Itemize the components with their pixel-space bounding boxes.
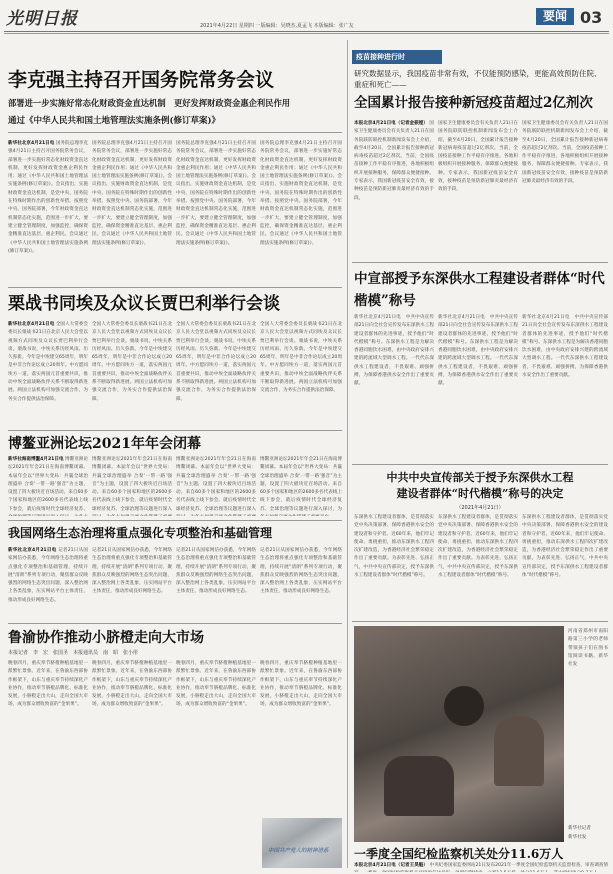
lead-subtitle: 部署进一步实施好常态化财政资金直达机制 更好发挥财政资金惠企利民作用	[8, 98, 291, 108]
vaccine-body-col2: 国家卫生健康委员会有关负责人21日在国务院联防联控机制新闻发布会上介绍，截至4月20日，全国累计报告接种新冠病毒疫苗超过2亿剂次。当前，全国疫苗接种工作平稳有序推进，各地积极组织开展接种服务，保障群众便捷接种。专家表示，我国新冠疫苗安全有效，接种疫苗是预防新冠肺炎最经济有效的手段。	[438, 121, 518, 193]
divider	[4, 33, 609, 34]
story-headline: 博鳌亚洲论坛2021年年会闭幕	[8, 436, 201, 452]
lead-dateline: 新华社北京4月21日电	[8, 141, 55, 146]
section-tag: 要闻	[536, 8, 574, 25]
divider	[8, 287, 342, 288]
divider	[8, 623, 342, 624]
story-body-col3: 博鳌亚洲论坛2021年年会21日在海南博鳌闭幕。本届年会以“世界大变局：共襄全球治理盛举 合奏‘一带一路’强音”为主题，设置了四大板块近百场活动。来自60多个国家和地区的2600多名代表线上线下参会，就后疫情时代全球经济复苏、全球治理等议题进行深入	[176, 457, 256, 512]
divider	[352, 621, 608, 622]
lead-body-text: 国务院总理李克强4月21日主持召开国务院常务会议，部署进一步实施好常态化财政资金直达机制，更好发挥财政资金惠企利民作用；通过《中华人民共和国土地管理法实施条例(修订草案)》。会议指出，实施财政资金直达机制，是党中央、国务院在特殊时期作出的创新性举措。按照党中央、国务院部署，今年财政资金直达机制常态化实施，范围进一步扩大，要建立健全管理制度，加强监控，确保资金精准直达基层、惠企利民。会议通过《中华人民共和国土地管理法实施条例(修订草案)》。	[8, 141, 88, 254]
story-dateline: 新华社北京4月21日电	[8, 322, 55, 327]
story-body-col3: 晚春四月，重庆奉节脐橙种植基地里一派繁忙景象。近年来，在鲁渝东西部协作框架下，山东与重庆奉节持续深化产业协作，推动奉节脐橙品牌化、标准化发展，小脐橙走出大山，走向全国大市场，成为群众增收致富的“金果果”。	[176, 661, 256, 708]
discipline-body	[354, 862, 608, 872]
page-number: 03	[580, 8, 603, 27]
divider	[8, 132, 342, 133]
vaccine-headline: 全国累计报告接种新冠疫苗超过2亿剂次	[354, 95, 593, 111]
divider	[352, 464, 608, 465]
story-body-col4: 晚春四月，重庆奉节脐橙种植基地里一派繁忙景象。近年来，在鲁渝东西部协作框架下，山东与重庆奉节持续深化产业协作，推动奉节脐橙品牌化、标准化发展，小脐橙走出大山，走向全国大市场，成为群众增收致富的“金果果”。	[260, 661, 342, 708]
discipline-headline: 一季度全国纪检监察机关处分11.6万人	[354, 847, 564, 861]
lead-body-col2: 国务院总理李克强4月21日主持召开国务院常务会议，部署进一步实施好常态化财政资金直达机制，更好发挥财政资金惠企利民作用；通过《中华人民共和国土地管理法实施条例(修订草案)》。会议指出，实施财政资金直达机制，是党中央、国务院在特殊时期作出的创新性举措。按照党中央、国务院部署，今年财政资金直达机制常态化实施，范围进一步扩大，要建立健全管理制度，加强监控，确保资金精准直达基层、惠企利民。会议通过《中华人民共和国土地管理法实施条例(修订草案)》。	[92, 141, 172, 246]
story-body-text: 博鳌亚洲论坛2021年年会21日在海南博鳌闭幕。本届年会以“世界大变局：共襄全球治理盛举 合奏‘一带一路’强音”为主题，设置了四大板块近百场活动。来自60多个国家和地区的2600多名代表线上线下参会，就后疫情时代全球经济复苏、	[8, 457, 88, 512]
lead-body-col4: 国务院总理李克强4月21日主持召开国务院常务会议，部署进一步实施好常态化财政资金直达机制，更好发挥财政资金惠企利民作用；通过《中华人民共和国土地管理法实施条例(修订草案)》。会议指出，实施财政资金直达机制，是党中央、国务院在特殊时期作出的创新性举措。按照党中央、国务院部署，今年财政资金直达机制常态化实施，范围进一步扩大，要建立健全管理制度，加强监控，确保资金精准直达基层、惠企利民。会议通过《中华人民共和国土地管理法实施条例(修订草案)》。	[260, 141, 342, 246]
time-model-body: 新华社北京4月21日电 中共中央宣传部21日向全社会宣传发布东深供水工程建设者群体的先进事迹，授予他们“时代楷模”称号。东深供水工程是为解决香港同胞饮水困难，由中央政府安排兴建的跨流域大型调水工程。一代代东深供水工程建设者，不畏艰难、顽强拼搏，为保障香港供水安全作出了重要贡献。	[354, 315, 434, 387]
decision-headline-line2: 建设者群体“时代楷模”称号的决定	[396, 487, 564, 500]
decision-body-col2: 东深供水工程建设者群体，是贯彻落实党中央决策部署、保障香港供水安全的建设者和守护者。近60年来，他们牢记使命、勇挑重担，推动东深供水工程四次扩建改造，为香港经济社会繁荣稳定作出了重要贡献。为表彰先进、弘扬正气，中共中央宣传部决定，授予东深供水工程建设者群体“时代楷模”称号。	[438, 515, 518, 579]
photo-figure	[384, 756, 454, 816]
newspaper-logo: 光明日报	[6, 9, 78, 29]
time-model-body-col2: 新华社北京4月21日电 中共中央宣传部21日向全社会宣传发布东深供水工程建设者群体的先进事迹，授予他们“时代楷模”称号。东深供水工程是为解决香港同胞饮水困难，由中央政府安排兴建的跨流域大型调水工程。一代代东深供水工程建设者，不畏艰难、顽强拼搏，为保障香港供水安全作出了重要贡献。	[438, 315, 518, 387]
photo-figure	[444, 686, 484, 726]
story-body-col2: 博鳌亚洲论坛2021年年会21日在海南博鳌闭幕。本届年会以“世界大变局：共襄全球治理盛举 合奏‘一带一路’强音”为主题，设置了四大板块近百场活动。来自60多个国家和地区的2600多名代表线上线下参会，就后疫情时代全球经济复苏、全球治理等议题进行深入	[92, 457, 172, 512]
decision-date: （2021年4月21日）	[456, 505, 504, 511]
time-model-body-col3: 新华社北京4月21日电 中共中央宣传部21日向全社会宣传发布东深供水工程建设者群体的先进事迹，授予他们“时代楷模”称号。东深供水工程是为解决香港同胞饮水困难，由中央政府安排兴建的跨流域大型调水工程。一代代东深供水工程建设者，不畏艰难、顽强拼搏，为保障香港供水安全作出了重要贡献。	[522, 315, 608, 379]
vaccine-body-text: 国家卫生健康委员会有关负责人21日在国务院联防联控机制新闻发布会上介绍，截至4月20日，全国累计报告接种新冠病毒疫苗超过2亿剂次。当前，全国疫苗接种工作平稳有序推进，各地积极组织开展接种服务，保障群众便捷接种。专家表示，我国新冠疫苗安全有效，接种疫苗是预防新冠肺炎最经济有效的手段。	[354, 121, 434, 201]
story-body-col2: 记者21日从国家网信办获悉，今年网络生态治理将重点强化专项整治和基础管理，持续开展“清朗”系列专项行动，聚焦群众反映强烈的网络生态突出问题，深入整治网上各类乱象，压实网站平台主体责任，推动形成良好网络生态。	[92, 548, 172, 595]
column-label: 疫苗接种进行时	[352, 50, 442, 64]
vaccine-dateline: 本报北京4月21日电（记者金振娅）	[354, 121, 428, 126]
discipline-body-text: 中央纪委国家监委网站21日发布2021年一季度全国纪检监察机关监督检查、审查调查情	[429, 863, 608, 868]
lead-body-col3: 国务院总理李克强4月21日主持召开国务院常务会议，部署进一步实施好常态化财政资金直达机制，更好发挥财政资金惠企利民作用；通过《中华人民共和国土地管理法实施条例(修订草案)》。会议指出，实施财政资金直达机制，是党中央、国务院在特殊时期作出的创新性举措。按照党中央、国务院部署，今年财政资金直达机制常态化实施，范围进一步扩大，要建立健全管理制度，加强监控，确保资金精准直达基层、惠企利民。会议通过《中华人民共和国土地管理法实施条例(修订草案)》。	[176, 141, 256, 246]
vaccine-body-col3: 国家卫生健康委员会有关负责人21日在国务院联防联控机制新闻发布会上介绍，截至4月20日，全国累计报告接种新冠病毒疫苗超过2亿剂次。当前，全国疫苗接种工作平稳有序推进，各地积极组织开展接种服务，保障群众便捷接种。专家表示，我国新冠疫苗安全有效，接种疫苗是预防新冠肺炎最经济有效的手段。	[522, 121, 608, 185]
news-photo	[354, 626, 564, 842]
photo-banner: 中国共产党人的精神谱系	[268, 848, 329, 854]
column-divider	[347, 40, 348, 868]
story-headline: 鲁渝协作推动小脐橙走向大市场	[8, 630, 204, 646]
lead-body	[8, 140, 88, 282]
photo-credit-small: 新华社发	[568, 835, 587, 840]
divider	[4, 31, 609, 32]
story-body-col4: 全国人大常委会委员长栗战书21日在北京人民大会堂以视频方式同埃及众议长贾巴利举行会谈。栗战书说，中埃关系历经风雨、历久弥新。今年是中埃建交65周年，明年是中非合作论坛成立20周年。中方愿同埃方一道，落实两国元首重要共识，推动中埃全面战略伙伴关系不断取得新进展。两国立法机构可加强交流合作，为务实合作提供法治保障。	[260, 322, 342, 394]
story-headline: 栗战书同埃及众议长贾巴利举行会谈	[8, 294, 280, 314]
time-model-headline: 中宣部授予东深供水工程建设者群体“时代楷模”称号	[354, 271, 605, 309]
discipline-dateline: 本报北京4月21日电（记者王昊魁）	[354, 863, 428, 868]
decision-headline-line1: 中共中央宣传部关于授予东深供水工程	[386, 471, 574, 484]
story-headline: 我国网络生态治理将重点强化专项整治和基础管理	[8, 526, 273, 540]
divider	[352, 262, 608, 263]
story-body	[8, 321, 88, 426]
story-body-col2: 晚春四月，重庆奉节脐橙种植基地里一派繁忙景象。近年来，在鲁渝东西部协作框架下，山东与重庆奉节持续深化产业协作，推动奉节脐橙品牌化、标准化发展，小脐橙走出大山，走向全国大市场，成为群众增收致富的“金果果”。	[92, 661, 172, 708]
story-body	[8, 547, 88, 619]
story-body-col4: 记者21日从国家网信办获悉，今年网络生态治理将重点强化专项整治和基础管理，持续开展“清朗”系列专项行动，聚焦群众反映强烈的网络生态突出问题，深入整治网上各类乱象，压实网站平台主体责任，推动形成良好网络生态。	[260, 548, 342, 595]
photo-credit: 新华社记者	[568, 826, 591, 831]
story-body: 晚春四月，重庆奉节脐橙种植基地里一派繁忙景象。近年来，在鲁渝东西部协作框架下，山东与重庆奉节持续深化产业协作，推动奉节脐橙品牌化、标准化发展，小脐橙走出大山，走向全国大市场，成为群众增收致富的“金果果”。	[8, 661, 88, 708]
vaccine-body	[354, 120, 434, 260]
story-body-col4: 博鳌亚洲论坛2021年年会21日在海南博鳌闭幕。本届年会以“世界大变局：共襄全球治理盛举 合奏‘一带一路’强音”为主题，设置了四大板块近百场活动。来自60多个国家和地区的2600多名代表线上线下参会，就后疫情时代全球经济复苏、全球治理等议题进行深入探讨，为	[260, 457, 342, 512]
vaccine-lead: 研究数据显示，我国疫苗非常有效，不仅能预防感染，更能高效预防住院、重症和死亡——	[354, 69, 602, 89]
decision-body: 东深供水工程建设者群体，是贯彻落实党中央决策部署、保障香港供水安全的建设者和守护者。近60年来，他们牢记使命、勇挑重担，推动东深供水工程四次扩建改造，为香港经济社会繁荣稳定作出了重要贡献。为表彰先进、弘扬正气，中共中央宣传部决定，授予东深供水工程建设者群体“时代楷模”称号。	[354, 515, 434, 579]
story-dateline: 新华社北京4月21日电	[8, 548, 57, 553]
story-body-text: 记者21日从国家网信办获悉，今年网络生态治理将重点强化专项整治和基础管理，持续开展“清朗”系列专项行动，聚焦群众反映强烈的网络生态突出问题，深入整治网上各类乱象，压实网站平台主体责任，推动形成良好网络生态。	[8, 548, 88, 603]
story-body-col3: 记者21日从国家网信办获悉，今年网络生态治理将重点强化专项整治和基础管理，持续开展“清朗”系列专项行动，聚焦群众反映强烈的网络生态突出问题，深入整治网上各类乱象，压实网站平台主体责任，推动形成良好网络生态。	[176, 548, 256, 595]
orange-orchard-photo	[262, 818, 342, 868]
story-body-col2: 全国人大常委会委员长栗战书21日在北京人民大会堂以视频方式同埃及众议长贾巴利举行会谈。栗战书说，中埃关系历经风雨、历久弥新。今年是中埃建交65周年，明年是中非合作论坛成立20周年。中方愿同埃方一道，落实两国元首重要共识，推动中埃全面战略伙伴关系不断取得新进展。两国立法机构可加强交流合作，为务实合作提供法治保障。	[92, 322, 172, 402]
story-dateline: 新华社海南博鳌4月21日电	[8, 457, 64, 462]
photo-figure	[494, 716, 544, 786]
dateline: 2021年4月22日 星期四 一版编辑：吴晓杰,夏孟飞 本版编辑：张广友	[200, 23, 354, 29]
photo-caption: 河南省郑州市南阳路第三小学的老师带领孩子们在图书馆阅读书籍。新华社发	[568, 629, 608, 668]
story-body-col3: 全国人大常委会委员长栗战书21日在北京人民大会堂以视频方式同埃及众议长贾巴利举行会谈。栗战书说，中埃关系历经风雨、历久弥新。今年是中埃建交65周年，明年是中非合作论坛成立20周年。中方愿同埃方一道，落实两国元首重要共识，推动中埃全面战略伙伴关系不断取得新进展。两国立法机构可加强交流合作，为务实合作提供法治保障。	[176, 322, 256, 402]
lead-subtitle: 通过《中华人民共和国土地管理法实施条例(修订草案)》	[8, 116, 221, 126]
divider	[8, 430, 342, 431]
decision-body-col3: 东深供水工程建设者群体，是贯彻落实党中央决策部署、保障香港供水安全的建设者和守护者。近60年来，他们牢记使命、勇挑重担，推动东深供水工程四次扩建改造，为香港经济社会繁荣稳定作出了重要贡献。为表彰先进、弘扬正气，中共中央宣传部决定，授予东深供水工程建设者群体“时代楷模”称号。	[522, 515, 608, 579]
story-body	[8, 456, 88, 516]
divider	[8, 520, 342, 521]
story-body-text: 全国人大常委会委员长栗战书21日在北京人民大会堂以视频方式同埃及众议长贾巴利举行会谈。栗战书说，中埃关系历经风雨、历久弥新。今年是中埃建交65周年，明年是中非合作论坛成立20周年。中方愿同埃方一道，落实两国元首重要共识，推动中埃全面战略伙伴关系不断取得新进展。两国立法机构可加强交流合作，为务实合作提供法治保障。	[8, 322, 88, 402]
story-byline: 本报记者 李 宏 张国圣 本报通讯员 南 昭 张小彤	[8, 650, 139, 656]
lead-headline: 李克强主持召开国务院常务会议	[8, 69, 275, 91]
